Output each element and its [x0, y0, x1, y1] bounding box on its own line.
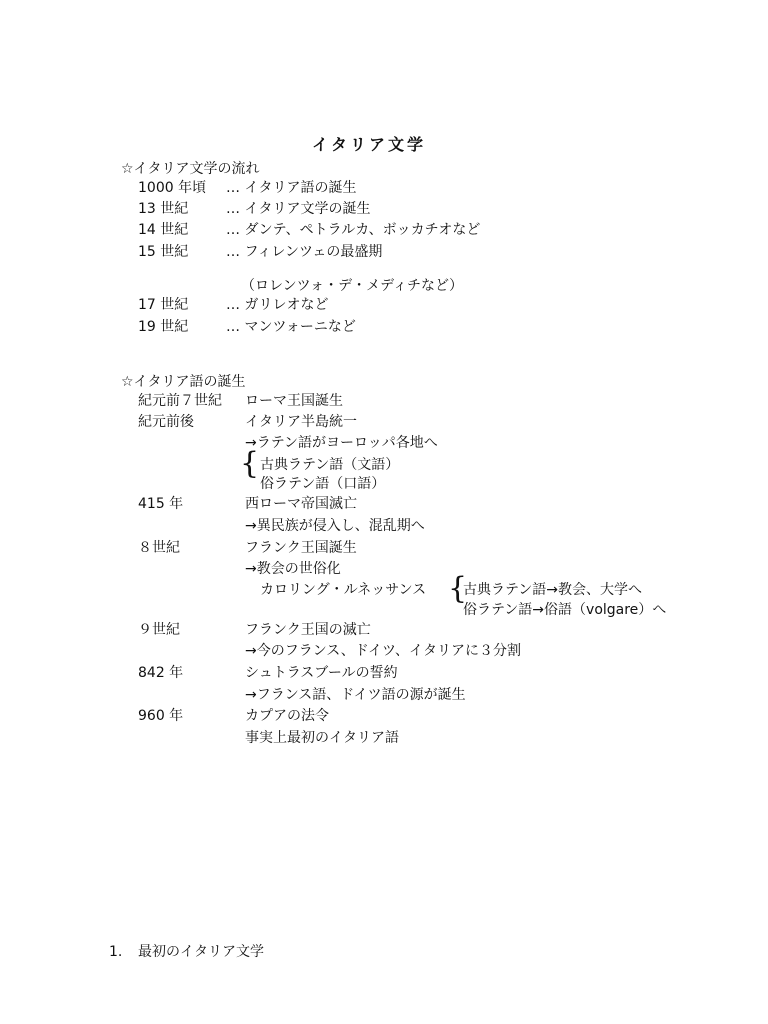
event-text: カプアの法令 — [245, 708, 329, 724]
page-title: イタリア文学 — [312, 135, 427, 154]
event-note: →フランス語、ドイツ語の源が誕生 — [245, 687, 466, 703]
timeline-desc: … ガリレオなど — [226, 297, 329, 313]
event-subtext: カロリング・ルネッサンス — [260, 582, 427, 598]
event-note: →教会の世俗化 — [245, 561, 341, 577]
brace-icon: { — [448, 571, 468, 606]
timeline-date: 14 世紀 — [138, 222, 189, 238]
event-date: 415 年 — [138, 496, 184, 512]
timeline-date: 19 世紀 — [138, 319, 189, 335]
event-date: ９世紀 — [138, 622, 180, 638]
brace-icon: { — [240, 446, 260, 481]
event-text: イタリア半島統一 — [245, 414, 357, 430]
event-text: 西ローマ帝国滅亡 — [245, 496, 357, 512]
event-date: 紀元前後 — [138, 414, 194, 430]
event-text: フランク王国誕生 — [245, 540, 357, 556]
section-heading-flow: ☆イタリア文学の流れ — [121, 161, 260, 177]
section-heading-birth: ☆イタリア語の誕生 — [121, 374, 246, 390]
event-note: →ラテン語がヨーロッパ各地へ — [245, 435, 438, 451]
event-date: 842 年 — [138, 665, 184, 681]
event-date: 960 年 — [138, 708, 184, 724]
branch-text: 古典ラテン語（文語） — [260, 457, 400, 473]
event-note: 事実上最初のイタリア語 — [245, 730, 399, 746]
timeline-date: 17 世紀 — [138, 297, 189, 313]
event-text: シュトラスブールの誓約 — [245, 665, 398, 681]
timeline-desc: … ダンテ、ペトラルカ、ボッカチオなど — [226, 222, 481, 238]
event-date: ８世紀 — [138, 540, 180, 556]
event-note: →異民族が侵入し、混乱期へ — [245, 518, 425, 534]
timeline-date: 15 世紀 — [138, 244, 189, 260]
timeline-desc: … マンツォーニなど — [226, 319, 356, 335]
timeline-desc: … フィレンツェの最盛期 — [226, 244, 383, 260]
branch-text: 俗ラテン語（口語） — [260, 476, 386, 492]
timeline-date: 13 世紀 — [138, 201, 189, 217]
timeline-date: 1000 年頃 — [138, 180, 207, 196]
timeline-desc: … イタリア文学の誕生 — [226, 201, 371, 217]
event-note: →今のフランス、ドイツ、イタリアに３分割 — [245, 643, 522, 659]
event-date: 紀元前７世紀 — [138, 393, 222, 409]
section-title: 最初のイタリア文学 — [138, 944, 264, 960]
section-number: 1. — [109, 944, 123, 960]
timeline-desc: （ロレンツォ・デ・メディチなど） — [241, 278, 463, 294]
branch-text: 俗ラテン語→俗語（volgare）へ — [463, 602, 667, 618]
event-text: ローマ王国誕生 — [245, 393, 343, 409]
branch-text: 古典ラテン語→教会、大学へ — [463, 582, 643, 598]
timeline-desc: … イタリア語の誕生 — [226, 180, 357, 196]
event-text: フランク王国の滅亡 — [245, 622, 371, 638]
